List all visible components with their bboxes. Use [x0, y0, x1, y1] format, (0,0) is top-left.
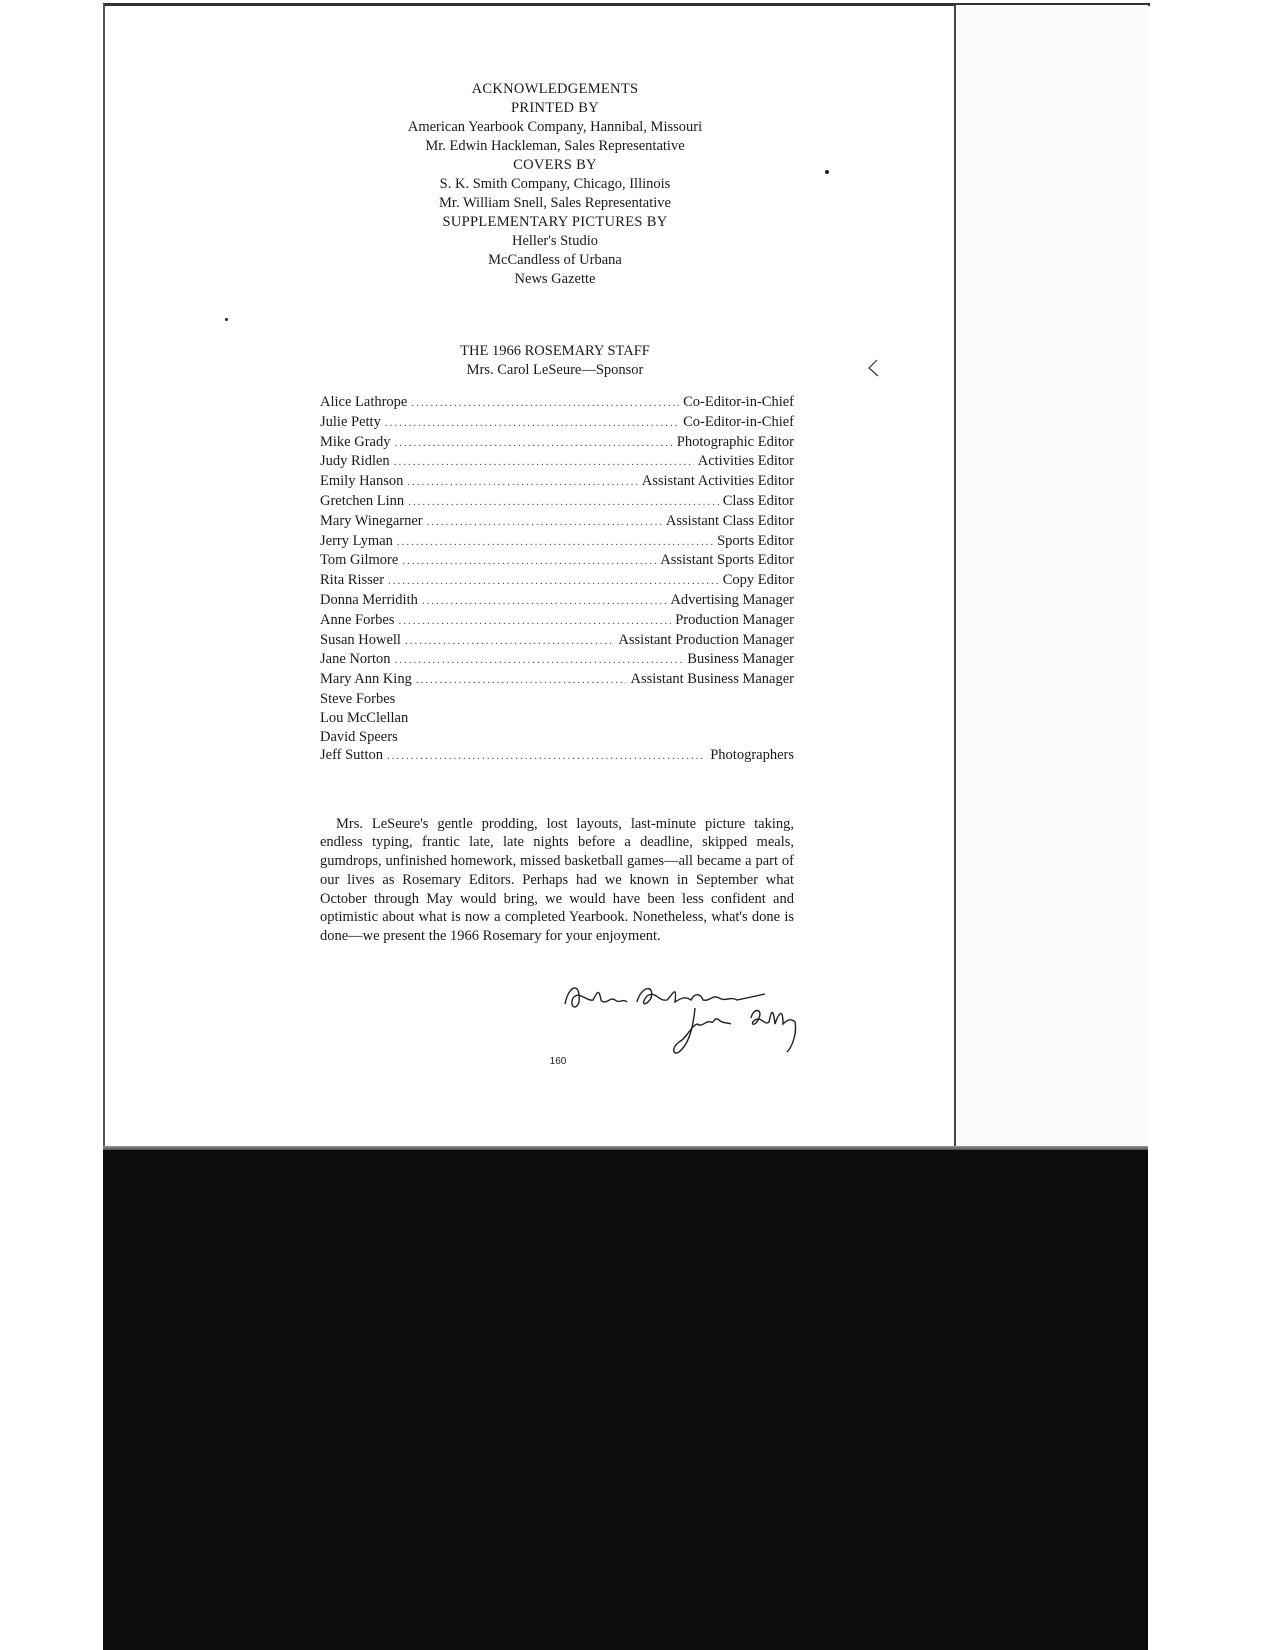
- staff-row: [320, 492, 794, 512]
- ack-heading: ACKNOWLEDGEMENTS: [471, 81, 639, 97]
- ack-line: COVERS BY: [513, 157, 597, 173]
- staff-title: THE 1966 ROSEMARY STAFF: [460, 343, 650, 359]
- leader-dots: [411, 394, 679, 413]
- staff-role: Assistant Activities Editor: [641, 473, 794, 490]
- leader-dots: [422, 592, 667, 611]
- leader-dots: [416, 671, 627, 690]
- ack-line: McCandless of Urbana: [488, 252, 622, 268]
- staff-name: Rita Risser: [320, 572, 385, 589]
- staff-role: Assistant Class Editor: [665, 512, 794, 529]
- staff-name: Steve Forbes: [320, 690, 396, 707]
- staff-row: [320, 690, 794, 709]
- leader-dots: [394, 651, 683, 670]
- page-number: 160: [549, 1056, 567, 1067]
- staff-row: [320, 611, 794, 631]
- staff-row: [320, 551, 794, 571]
- staff-name: Susan Howell: [320, 631, 401, 648]
- staff-name: Mary Winegarner: [320, 512, 423, 529]
- staff-role: Advertising Manager: [670, 591, 794, 608]
- staff-row: [320, 393, 794, 413]
- leader-dots: [388, 572, 719, 591]
- staff-sponsor: Mrs. Carol LeSeure—Sponsor: [466, 362, 644, 378]
- scanner-background: [103, 1150, 1148, 1650]
- staff-name: Judy Ridlen: [320, 453, 390, 470]
- staff-name: Mike Grady: [320, 433, 391, 450]
- leader-dots: [397, 533, 713, 552]
- staff-row: [320, 413, 794, 433]
- leader-dots: [407, 473, 637, 492]
- staff-heading-block: [330, 342, 780, 380]
- staff-name: Anne Forbes: [320, 611, 395, 628]
- staff-role: Class Editor: [722, 492, 794, 509]
- leader-dots: [394, 434, 672, 453]
- staff-role: Business Manager: [687, 651, 794, 668]
- leader-dots: [405, 632, 614, 651]
- staff-row: [320, 452, 794, 472]
- ack-line: Mr. William Snell, Sales Representative: [439, 195, 671, 211]
- staff-name: Mary Ann King: [320, 671, 412, 688]
- ack-line: S. K. Smith Company, Chicago, Illinois: [439, 176, 671, 192]
- staff-role: Production Manager: [675, 611, 794, 628]
- staff-role: Photographers: [710, 747, 794, 764]
- staff-role: Sports Editor: [717, 532, 794, 549]
- staff-row: [320, 591, 794, 611]
- staff-name: Julie Petty: [320, 413, 381, 430]
- staff-row: [320, 532, 794, 552]
- facing-page: [956, 5, 1148, 1150]
- staff-row: [320, 512, 794, 532]
- ack-line: SUPPLEMENTARY PICTURES BY: [442, 214, 668, 230]
- staff-role: Assistant Business Manager: [630, 671, 794, 688]
- staff-role: Assistant Production Manager: [618, 631, 794, 648]
- staff-role: Co-Editor-in-Chief: [683, 394, 794, 410]
- staff-name: Jane Norton: [320, 651, 391, 668]
- staff-row: [320, 728, 794, 747]
- staff-row: [320, 631, 794, 651]
- staff-row: [320, 433, 794, 453]
- staff-name: Tom Gilmore: [320, 552, 399, 569]
- staff-row: [320, 571, 794, 591]
- staff-row: [320, 472, 794, 492]
- ack-line: Heller's Studio: [512, 233, 598, 249]
- leader-dots: [387, 747, 706, 766]
- staff-row: [320, 650, 794, 670]
- staff-name: Donna Merridith: [320, 591, 418, 608]
- leader-dots: [427, 513, 662, 532]
- staff-row: [320, 670, 794, 690]
- dust-speck: [825, 170, 829, 174]
- leader-dots: [408, 493, 719, 512]
- staff-role: Assistant Sports Editor: [660, 552, 794, 569]
- ack-line: American Yearbook Company, Hannibal, Missouri: [407, 119, 703, 135]
- staff-row: [320, 709, 794, 728]
- staff-role: Co-Editor-in-Chief: [683, 413, 794, 430]
- leader-dots: [399, 612, 672, 631]
- staff-row: [320, 746, 794, 766]
- staff-name: Emily Hanson: [320, 473, 404, 490]
- staff-name: David Speers: [320, 728, 398, 745]
- staff-role: Activities Editor: [697, 453, 794, 470]
- acknowledgements-block: [330, 80, 780, 289]
- leader-dots: [402, 552, 656, 571]
- editor-signatures: [555, 972, 815, 1062]
- pencil-mark: [866, 358, 880, 378]
- staff-name: Lou McClellan: [320, 709, 409, 726]
- leader-dots: [394, 453, 694, 472]
- staff-name: Jerry Lyman: [320, 532, 393, 549]
- ack-line: News Gazette: [514, 271, 596, 287]
- ack-line: Mr. Edwin Hackleman, Sales Representative: [425, 138, 685, 154]
- staff-name: Gretchen Linn: [320, 492, 405, 509]
- staff-name: Jeff Sutton: [320, 747, 383, 764]
- ack-line: PRINTED BY: [511, 100, 599, 116]
- staff-role: Photographic Editor: [676, 433, 794, 450]
- staff-role: Copy Editor: [722, 572, 794, 589]
- dust-speck: [225, 318, 228, 321]
- staff-list: [320, 393, 794, 766]
- staff-name: Alice Lathrope: [320, 394, 408, 410]
- closing-paragraph: Mrs. LeSeure's gentle prodding, lost layouts, last-minute picture taking, endless typing, frantic late, late nights before a deadline, skipped meals, gumdrops, unfinished homework, missed basketball games—all became a part of our lives as Rosemary Editors. Perhaps had we known in September what October through May would bring, we would have been less confident and optimistic about what is now a completed Yearbook. Nonetheless, what's done is done—we present the 1966 Rosemary for your enjoyment.: [320, 815, 794, 945]
- leader-dots: [385, 414, 679, 433]
